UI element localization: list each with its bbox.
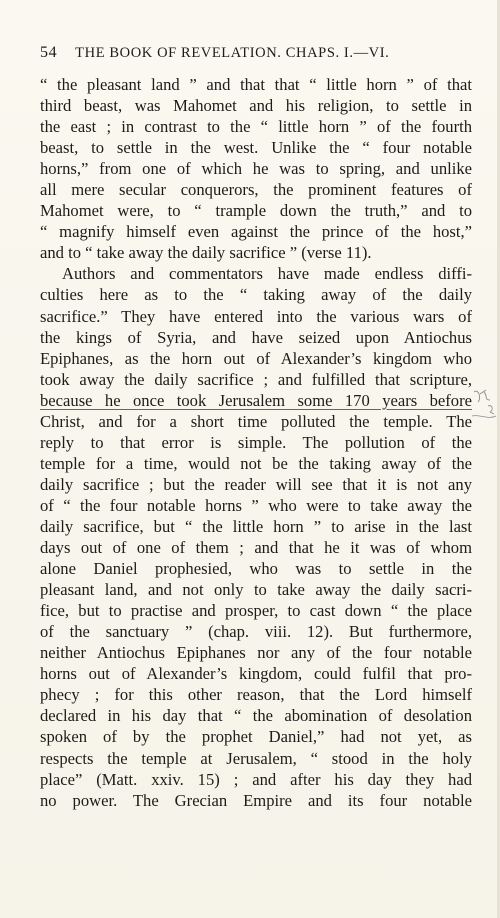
text-line: declared in his day that “ the abomination of desolation: [40, 706, 472, 726]
text-line: of “ the four notable horns ” who were to take away the: [40, 495, 472, 515]
text-line: Epiphanes, as the horn out of Alexander’s kingdom who: [40, 348, 472, 368]
body-text: [40, 74, 472, 811]
text-line: fice, but to practise and prosper, to cast down “ the place: [40, 601, 472, 621]
text-line: of the sanctuary ” (chap. viii. 12). But furthermore,: [40, 622, 472, 642]
underlined-text-line: because he once took Jerusalem some 170 years before: [40, 390, 472, 410]
text-line: beast, to settle in the west. Unlike the “ four notable: [40, 138, 472, 158]
text-line: culties here as to the “ taking away of the daily: [40, 285, 472, 305]
text-line: neither Antiochus Epiphanes nor any of the four notable: [40, 643, 472, 663]
text-line: place” (Matt. xxiv. 15) ; and after his day they had: [40, 769, 472, 789]
text-line: the east ; in contrast to the “ little horn ” of the fourth: [40, 117, 472, 137]
text-line: “ magnify himself even against the prince of the host,”: [40, 222, 472, 242]
text-line: daily sacrifice ; but the reader will see that it is not any: [40, 474, 472, 494]
text-line: sacrifice.” They have entered into the various wars of: [40, 306, 472, 326]
text-line: phecy ; for this other reason, that the Lord himself: [40, 685, 472, 705]
text-line: daily sacrifice, but “ the little horn ” to arise in the last: [40, 516, 472, 536]
text-line: days out of one of them ; and that he it was of whom: [40, 538, 472, 558]
text-line: reply to that error is simple. The pollution of the: [40, 432, 472, 452]
text-line: “ the pleasant land ” and that that “ little horn ” of that: [40, 75, 472, 94]
text-line: Mahomet were, to “ trample down the truth,” and to: [40, 201, 472, 221]
running-title: THE BOOK OF REVELATION.: [75, 45, 282, 61]
running-header: [40, 44, 480, 66]
text-line: Christ, and for a short time polluted the temple. The: [40, 411, 472, 431]
text-line: alone Daniel prophesied, who was to settle in the: [40, 559, 472, 579]
text-line: respects the temple at Jerusalem, “ stood in the holy: [40, 748, 472, 768]
text-line: horns,” from one of which he was to spring, and unlike: [40, 159, 472, 179]
text-line: the kings of Syria, and have seized upon Antiochus: [40, 327, 472, 347]
pencil-margin-note-icon: [470, 386, 498, 426]
text-line: spoken of by the prophet Daniel,” had not yet, as: [40, 727, 472, 747]
text-line: temple for a time, would not be the taking away of the: [40, 453, 472, 473]
paragraph-start-line: Authors and commentators have made endless diffi-: [62, 264, 472, 284]
text-line: and to “ take away the daily sacrifice ” (verse 11).: [40, 243, 372, 263]
chapter-range: CHAPS. I.—VI.: [285, 45, 390, 61]
text-line: pleasant land, and not only to take away the daily sacri-: [40, 580, 472, 600]
text-line: all mere secular conquerors, the prominent features of: [40, 180, 472, 200]
text-line: third beast, was Mahomet and his religion, to settle in: [40, 96, 472, 116]
page-number: 54: [40, 44, 58, 61]
text-line: took away the daily sacrifice ; and fulfilled that scripture,: [40, 369, 472, 389]
text-line: no power. The Grecian Empire and its four notable: [40, 790, 472, 810]
text-line: horns out of Alexander’s kingdom, could fulfil that pro-: [40, 664, 472, 684]
